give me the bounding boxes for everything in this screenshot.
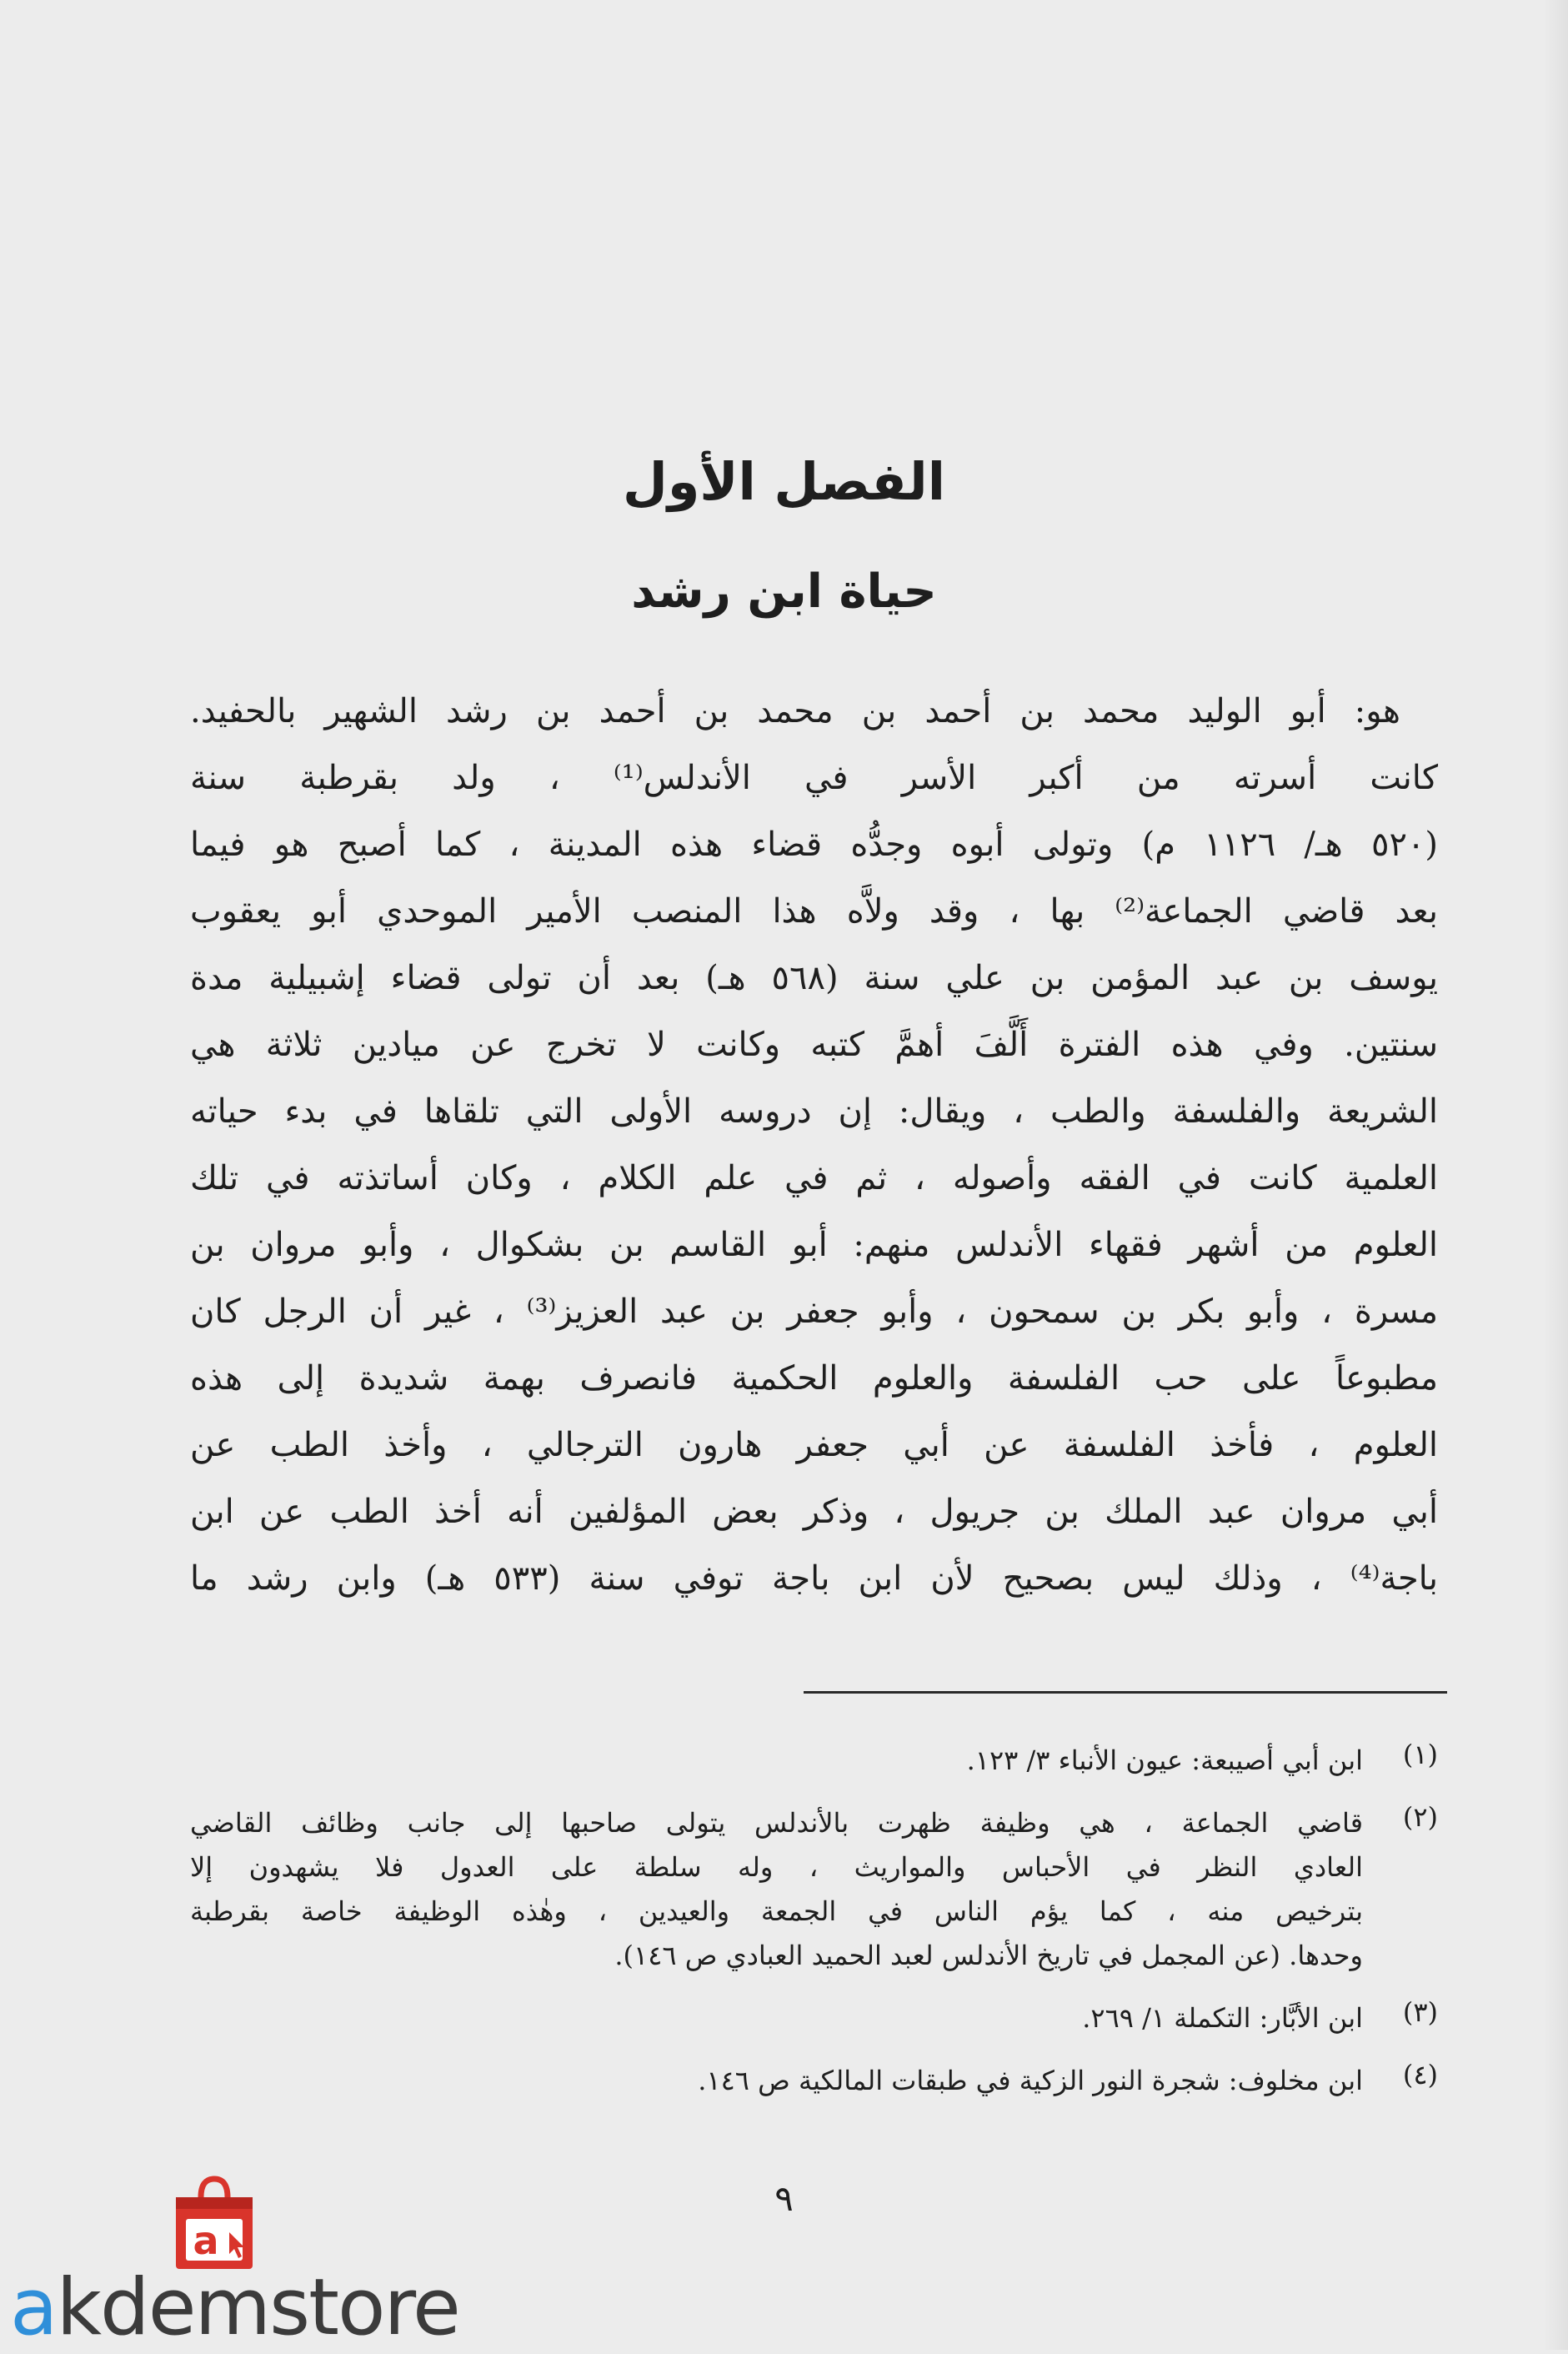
footnote-number: (٤) bbox=[1402, 2059, 1438, 2090]
body-line: (٥٢٠ هـ/ ١١٢٦ م) وتولى أبوه وجدُّه قضاء هذه المدينة ، كما أصبح هو فيما bbox=[190, 826, 1439, 864]
body-line: الشريعة والفلسفة والطب ، ويقال: إن دروسه الأولى التي تلقاها في بدء حياته bbox=[190, 1092, 1438, 1131]
footnote-text: قاضي الجماعة ، هي وظيفة ظهرت بالأندلس يتولى صاحبها إلى جانب وظائف القاضي bbox=[190, 1807, 1363, 1839]
footnote-2 bbox=[190, 1801, 1438, 1978]
footnote-3 bbox=[190, 1996, 1438, 2040]
body-line: العلوم ، فأخذ الفلسفة عن أبي جعفر هارون الترجالي ، وأخذ الطب عن bbox=[190, 1426, 1438, 1464]
footnote-text: وحدها. (عن المجمل في تاريخ الأندلس لعبد الحميد العبادي ص ١٤٦). bbox=[614, 1940, 1363, 1971]
footnote-1 bbox=[190, 1739, 1438, 1783]
logo-letter: a bbox=[193, 2218, 219, 2263]
footnote-number: (١) bbox=[1402, 1739, 1438, 1770]
body-line: سنتين. وفي هذه الفترة أَلَّفَ أهمَّ كتبه وكانت لا تخرج عن ميادين ثلاثة هي bbox=[190, 1026, 1438, 1064]
body-line: يوسف بن عبد المؤمن بن علي سنة (٥٦٨ هـ) بعد أن تولى قضاء إشبيلية مدة bbox=[190, 959, 1439, 997]
body-line: مسرة ، وأبو بكر بن سمحون ، وأبو جعفر بن عبد العزيز⁽³⁾ ، غير أن الرجل كان bbox=[190, 1292, 1438, 1331]
footnote-text: ابن مخلوف: شجرة النور الزكية في طبقات المالكية ص ١٤٦. bbox=[698, 2065, 1363, 2096]
body-line: هو: أبو الوليد محمد بن أحمد بن محمد بن أحمد بن رشد الشهير بالحفيد. bbox=[190, 692, 1400, 730]
footnote-separator bbox=[804, 1691, 1447, 1694]
body-line: بعد قاضي الجماعة⁽²⁾ بها ، وقد ولاَّه هذا المنصب الأمير الموحدي أبو يعقوب bbox=[190, 892, 1438, 931]
footnotes bbox=[190, 1739, 1438, 2103]
body-line: العلوم من أشهر فقهاء الأندلس منهم: أبو القاسم بن بشكوال ، وأبو مروان بن bbox=[190, 1226, 1438, 1264]
chapter-title: الفصل الأول bbox=[623, 451, 945, 512]
section-title: حياة ابن رشد bbox=[631, 565, 937, 619]
logo-wordmark bbox=[10, 2262, 459, 2354]
body-line: العلمية كانت في الفقه وأصوله ، ثم في علم الكلام ، وكان أساتذته في تلك bbox=[190, 1159, 1438, 1197]
body-line: كانت أسرته من أكبر الأسر في الأندلس⁽¹⁾ ، ولد بقرطبة سنة bbox=[190, 759, 1438, 797]
body-line: أبي مروان عبد الملك بن جريول ، وذكر بعض المؤلفين أنه أخذ الطب عن ابن bbox=[190, 1493, 1438, 1531]
footnote-number: (٣) bbox=[1402, 1996, 1438, 2028]
footnote-text: بترخيص منه ، كما يؤم الناس في الجمعة والعيدين ، وهٰذه الوظيفة خاصة بقرطبة bbox=[190, 1895, 1363, 1927]
shopping-bag-icon bbox=[171, 2172, 258, 2274]
body-line: باجة⁽⁴⁾ ، وذلك ليس بصحيح لأن ابن باجة توفي سنة (٥٣٣ هـ) وابن رشد ما bbox=[190, 1559, 1438, 1598]
page-number: ٩ bbox=[774, 2178, 794, 2219]
akdemstore-logo bbox=[0, 2172, 459, 2353]
footnote-4 bbox=[190, 2059, 1438, 2103]
logo-wordmark-prefix: a bbox=[10, 2262, 57, 2353]
footnote-text: ابن أبي أصيبعة: عيون الأنباء ٣/ ١٢٣. bbox=[966, 1744, 1363, 1776]
footnote-text: ابن الأبَّار: التكملة ١/ ٢٦٩. bbox=[1082, 2002, 1363, 2034]
footnote-number: (٢) bbox=[1402, 1801, 1438, 1833]
body-line: مطبوعاً على حب الفلسفة والعلوم الحكمية فانصرف بهمة شديدة إلى هذه bbox=[190, 1359, 1438, 1398]
body-paragraph bbox=[190, 678, 1438, 1612]
logo-wordmark-rest: kdemstore bbox=[56, 2262, 459, 2353]
footnote-text: العادي النظر في الأحباس والمواريث ، وله سلطة على العدول فلا يشهدون إلا bbox=[190, 1851, 1363, 1883]
page-edge-shadow bbox=[1543, 0, 1568, 2350]
